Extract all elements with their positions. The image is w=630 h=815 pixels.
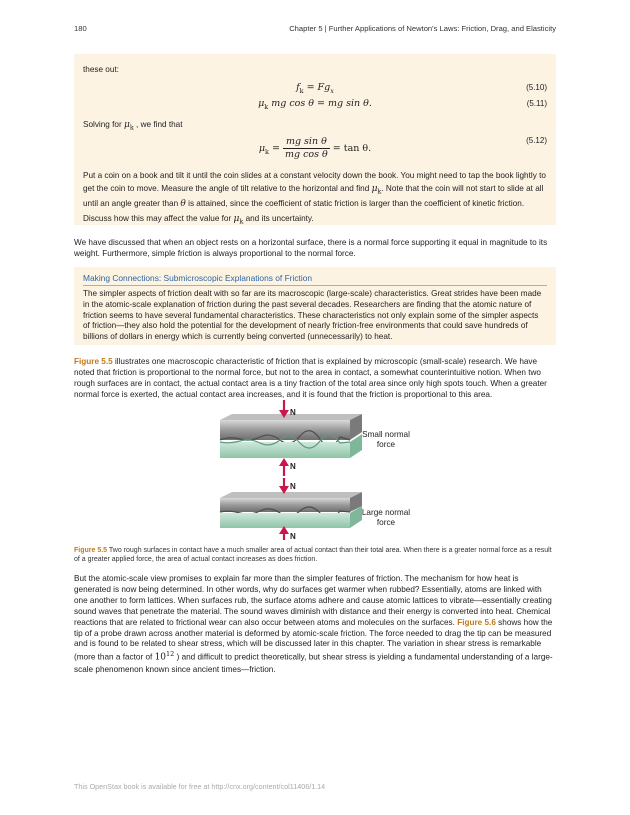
large-force-label: force [376,518,396,527]
connections-title: Making Connections: Submicroscopic Explanations of Friction [83,273,313,283]
fraction [283,136,330,161]
equation-number: (5.10) [526,82,547,92]
lower-block [220,513,350,528]
eq-rest: mg cos θ = mg sin θ. [271,97,372,109]
eq-lhs: f [296,81,300,93]
connections-divider [83,285,547,286]
figure-caption [74,546,556,565]
lower-block [220,442,350,458]
equation-number: (5.12) [526,136,547,146]
activity-mu: μ [371,184,378,195]
arrowhead [279,458,289,466]
activity-text: is attained, since the coefficient of static friction is larger than the coefficient of kinetic friction. Discuss how this may affect the value for [83,199,525,223]
activity-mu-sub: k [377,187,382,196]
activity-mu: μ [233,213,240,224]
fraction-denominator: mg cos θ [285,148,328,160]
solving-text: Solving for [83,119,124,129]
solving-mu: μ [123,119,130,130]
activity-text: Put a coin on a book and tilt it until the coin slides at a constant velocity down the book. You might need to tap the book lightly to get the coin to move. Measure the angle of tilt relative to the horizontal and find [83,171,546,194]
activity-theta: θ [180,199,186,210]
equation-5-11 [83,98,547,114]
normal-label: N [290,462,296,471]
eq-lhs-sub: k [299,86,304,95]
eq-mu: μ [258,97,265,109]
solving-line [83,120,547,132]
upper-block [220,498,350,512]
small-force-label: force [376,440,396,449]
normal-label: N [290,532,296,540]
figure-link[interactable]: Figure 5.5 [74,357,113,366]
equation-number: (5.11) [526,98,547,108]
equation-5-10 [83,82,547,98]
paragraph-text: shows how the tip of a probe drawn across another material is deformed by atomic-scale friction. The force needed to drag the tip can be measured and is found to be related to shear stress, which will be discussed later in this chapter. The variation in shear stress is remarkable (more than a factor of [74,617,553,663]
eq-rhs-sub: x [330,86,334,95]
equation-body [83,82,547,95]
eq-mu-sub: k [265,147,269,156]
connections-text: The simpler aspects of friction dealt with so far are its macroscopic (large-scale) characteristics. Great strides have been made in the atomic-scale explanation of friction during the past several decades. Researchers are finding that the atomic nature of friction seems to have several fundamental characteristics. These characteristics not only explain some of the simpler aspects of friction—they also hold the potential for the development of nearly friction-free environments that could save hundreds of billions of dollars in energy which is currently being converted (unnecessarily) to heat. [83,289,542,342]
example-box [74,54,556,225]
activity-text: and its uncertainty. [243,213,314,223]
power-exponent: 12 [166,650,175,659]
fraction-numerator: mg sin θ [283,136,330,149]
page-footer: This OpenStax book is available for free at http://cnx.org/content/col11406/1.14 [74,782,326,791]
small-force-label: Small normal [362,430,410,439]
equation-5-12 [83,136,547,166]
eq-rhs: = tan θ. [329,142,372,154]
equation-body [83,98,547,111]
eq-mu-sub: k [264,102,269,111]
large-force-label: Large normal [361,508,411,517]
chapter-title: Chapter 5 | Further Applications of Newton's Laws: Friction, Drag, and Elasticity [289,24,556,33]
normal-label: N [290,408,296,417]
example-intro: these out: [83,65,119,74]
eq-rhs: = Fg [303,81,331,93]
paragraph-text: ) and difficult to predict theoretically, but shear stress is yielding a fundamental understanding of a large-scale phenomenon known since ancient times—friction. [74,653,553,675]
small-force-blocks [220,414,362,458]
solving-mu-sub: k [129,123,134,132]
caption-text: Two rough surfaces in contact have a much smaller area of actual contact than their total area. When there is a greater normal force as a result of a greater applied force, the area of actual contact increases as does friction. [74,547,552,564]
making-connections-box [74,267,556,345]
activity-mu-sub: k [239,217,244,226]
paragraph-text: illustrates one macroscopic characteristic of friction that is explained by microscopic (small-scale) research. We have noted that friction is proportional to the normal force, but not to the area in contact, a somewhat counterintuitive notion. When two rough surfaces are in contact, the actual contact area is a tiny fraction of the total area since only high spots touch. When a greater normal force is exerted, the actual contact area increases, and it is found that the friction is proportional to this area. [74,357,547,399]
solving-text-end: , we find that [133,119,183,129]
friction-illustration [210,398,430,540]
activity-text: . Note that the coin will not start to slide at all until an angle greater than [83,184,544,209]
caption-figure-label: Figure 5.5 [74,547,108,554]
equation-body [83,136,547,161]
power-base: 10 [154,653,167,664]
page-number: 180 [74,24,87,33]
figure-link[interactable]: Figure 5.6 [457,617,496,627]
upper-block-top [220,492,362,498]
paragraph-atomic-scale [74,574,556,676]
eq-mu: μ [258,142,266,154]
paragraph-figure-intro [74,357,556,401]
figure-5-5 [210,398,430,540]
large-force-blocks [220,492,362,528]
eq-equals: = [269,142,283,154]
coin-activity [83,169,547,227]
normal-label: N [290,482,296,491]
page-header [74,24,556,36]
paragraph-text: But the atomic-scale view promises to explain far more than the simpler features of friction. The mechanism for how heat is generated is now being determined. In other words, why do surfaces get warmer when rubbed? Essentially, atoms are linked with one another to form lattices. When surfaces rub, the surface atoms adhere and cause atomic lattices to vibrate—essentially creating sound waves that penetrate the material. The sound waves diminish with distance and their energy is converted into heat. Chemical reactions that are related to frictional wear can also occur between atoms and molecules on the surfaces. [74,574,552,627]
paragraph-normal-force: We have discussed that when an object rests on a horizontal surface, there is a normal force supporting it equal in magnitude to its weight. Furthermore, simple friction is always proportional to the normal force. [74,238,548,258]
